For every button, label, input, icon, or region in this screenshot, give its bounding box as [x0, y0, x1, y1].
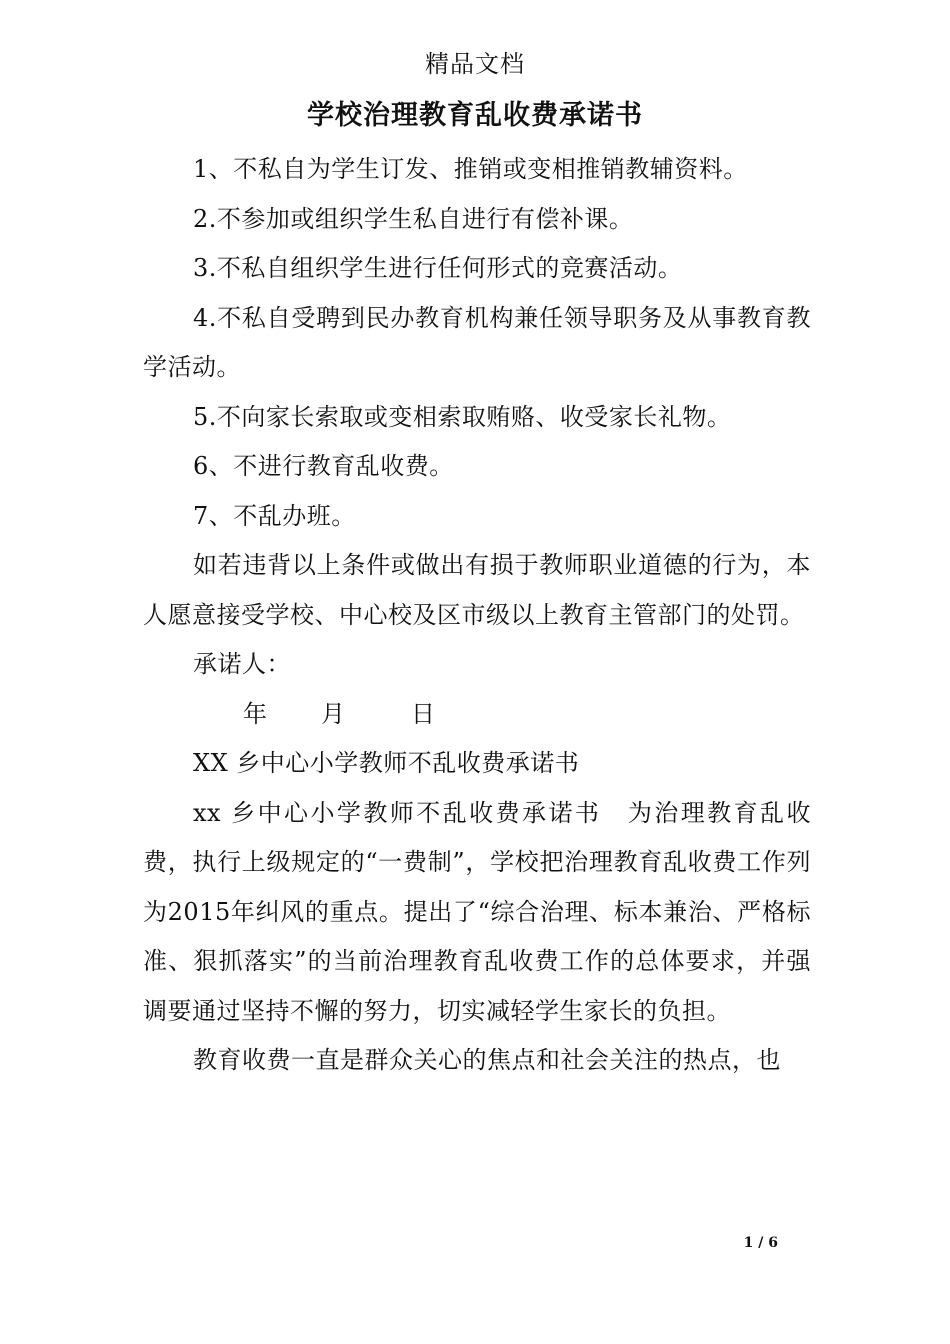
- signature-date-line: [143, 690, 811, 740]
- paragraph-item-3: 3.不私自组织学生进行任何形式的竞赛活动。: [193, 254, 683, 282]
- paragraph-violation-clause: 如若违背以上条件或做出有损于教师职业道德的行为，本人愿意接受学校、中心校及区市级以上教育主管部门的处罚。: [143, 551, 811, 629]
- paragraph-item-7: 7、不乱办班。: [193, 501, 356, 530]
- date-year-label: 年: [243, 699, 268, 728]
- paragraph-intro: xx 乡中心小学教师不乱收费承诺书 为治理教育乱收费，执行上级规定的“一费制”，学校把治理教育乱收费工作列为2015年纠风的重点。提出了“综合治理、标本兼治、严格标准、狠抓落实”的当前治理教育乱收费工作的总体要求，并强调要通过坚持不懈的努力，切实减轻学生家长的负担。: [143, 798, 811, 1025]
- paragraph-item-1: 1、不私自为学生订发、推销或变相推销教辅资料。: [193, 155, 748, 183]
- paragraph-item-5: 5.不向家长索取或变相索取贿赂、收受家长礼物。: [193, 402, 732, 431]
- paragraph-continued: 教育收费一直是群众关心的焦点和社会关注的热点，也: [193, 1046, 781, 1074]
- page-indicator: 1 / 6: [743, 1235, 778, 1251]
- document-body: [143, 145, 811, 1086]
- paragraph-item-6: 6、不进行教育乱收费。: [193, 452, 454, 480]
- date-day-label: 日: [411, 699, 436, 728]
- document-title: 学校治理教育乱收费承诺书: [307, 100, 643, 131]
- document-header: 精品文档: [425, 50, 525, 78]
- paragraph-item-2: 2.不参加或组织学生私自进行有偿补课。: [193, 204, 634, 233]
- paragraph-subtitle: XX 乡中心小学教师不乱收费承诺书: [193, 749, 580, 777]
- paragraph-promisor-label: 承诺人：: [193, 650, 291, 678]
- paragraph-item-4: 4.不私自受聘到民办教育机构兼任领导职务及从事教育教学活动。: [143, 303, 811, 381]
- date-month-label: 月: [321, 699, 346, 728]
